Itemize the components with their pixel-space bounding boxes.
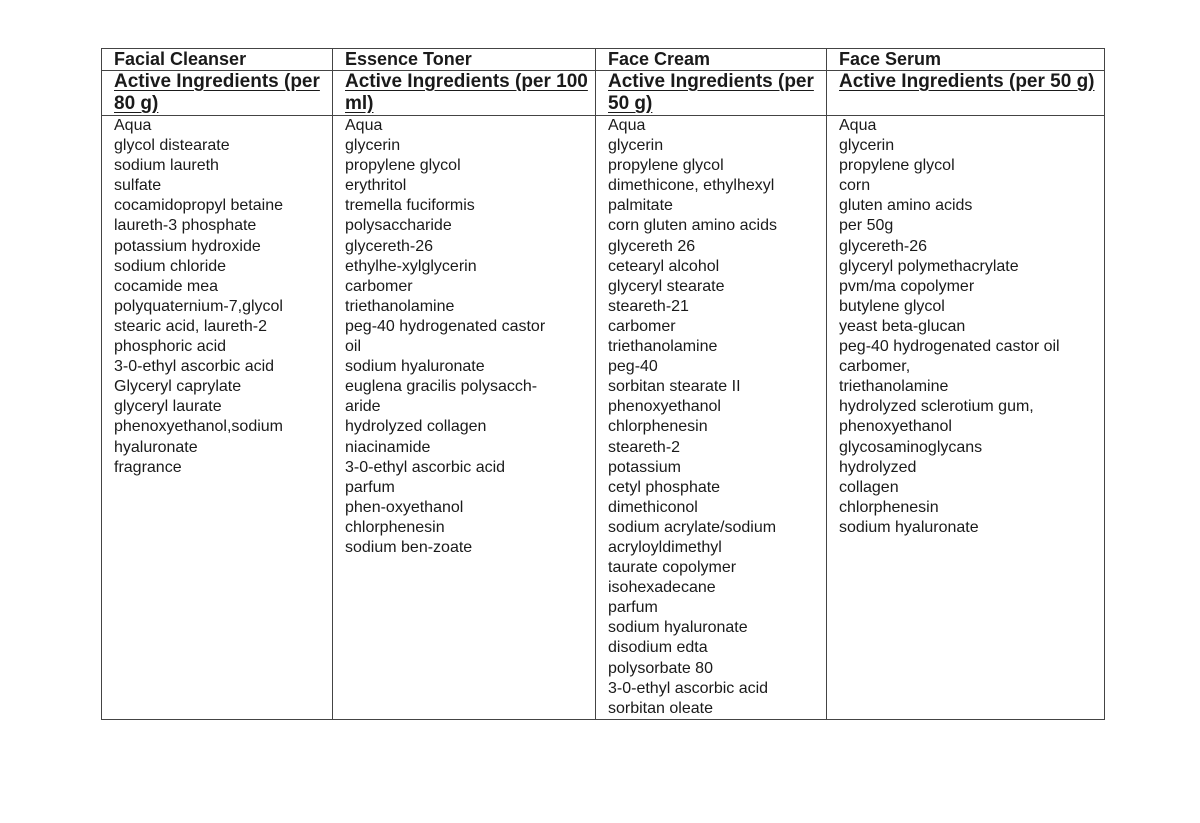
ingredient-item: fragrance	[114, 458, 182, 476]
ingredient-item: triethanolamine	[608, 338, 718, 356]
ingredient-item: parfum	[608, 599, 658, 617]
ingredient-item: sorbitan oleate	[608, 699, 713, 717]
ingredient-item: Aqua	[839, 117, 877, 134]
ingredient-item: polysorbate 80	[608, 659, 713, 677]
product-facial-cleanser: Facial Cleanser	[102, 49, 333, 71]
ingredient-item: triethanolamine	[345, 297, 455, 315]
heading-cell-facial-cleanser	[102, 71, 333, 116]
ingredient-item: phen-oxyethanol	[345, 498, 464, 516]
ingredient-item: glycerin	[839, 137, 895, 155]
ingredient-item: Aqua	[345, 117, 383, 134]
ingredient-item: carbomer	[608, 317, 676, 335]
ingredient-list	[839, 116, 1098, 538]
ingredient-item: chlorphenesin	[345, 518, 445, 536]
ingredient-item: phosphoric acid	[114, 338, 227, 356]
ingredient-item: propylene glycol	[839, 157, 955, 175]
ingredient-item: peg-40 hydrogenated castor	[345, 317, 546, 335]
ingredient-item: polyquaternium-7,glycol	[114, 297, 283, 315]
ingredient-item: sodium laureth	[114, 157, 219, 175]
ingredient-item: triethanolamine	[839, 378, 949, 396]
active-ingredients-heading: Active Ingredients (per 50 g)	[839, 71, 1095, 92]
ingredient-item: glycerin	[345, 137, 401, 155]
ingredient-item: potassium	[608, 458, 681, 476]
ingredient-item: 3-0-ethyl ascorbic acid	[345, 458, 506, 476]
ingredient-item: isohexadecane	[608, 579, 716, 597]
ingredient-item: oil	[345, 338, 362, 356]
heading-cell-face-cream	[596, 71, 827, 116]
ingredient-item: steareth-21	[608, 297, 689, 315]
ingredient-item: sodium acrylate/sodium	[608, 518, 777, 536]
ingredient-item: peg-40	[608, 358, 658, 376]
ingredient-item: chlorphenesin	[839, 498, 939, 516]
ingredient-item: glycol distearate	[114, 137, 230, 155]
ingredient-item: glyceryl stearate	[608, 277, 725, 295]
ingredient-item: peg-40 hydrogenated castor oil	[839, 338, 1060, 356]
ingredient-item: propylene glycol	[345, 157, 461, 175]
ingredient-item: pvm/ma copolymer	[839, 277, 975, 295]
ingredient-item: phenoxyethanol,sodium	[114, 418, 284, 436]
ingredient-item: sodium hyaluronate	[345, 358, 485, 376]
ingredient-item: sodium hyaluronate	[839, 518, 979, 536]
ingredient-item: dimethiconol	[608, 498, 698, 516]
ingredient-item: glycosaminoglycans	[839, 438, 983, 456]
ingredient-item: sodium hyaluronate	[608, 619, 748, 637]
ingredient-item: parfum	[345, 478, 395, 496]
product-essence-toner: Essence Toner	[333, 49, 596, 71]
ingredients-table	[101, 48, 1105, 720]
ingredient-item: glyceryl polymethacrylate	[839, 257, 1019, 275]
ingredient-list	[114, 116, 326, 478]
ingredient-item: cocamidopropyl betaine	[114, 197, 283, 215]
ingredient-item: cetyl phosphate	[608, 478, 721, 496]
ingredient-item: sodium ben-zoate	[345, 538, 473, 556]
ingredient-item: cocamide mea	[114, 277, 219, 295]
active-ingredients-heading: Active Ingredients (per 100 ml)	[345, 71, 588, 114]
ingredient-item: 3-0-ethyl ascorbic acid	[608, 679, 769, 697]
ingredient-item: hydrolyzed collagen	[345, 418, 487, 436]
ingredient-item: carbomer,	[839, 358, 911, 376]
heading-cell-essence-toner	[333, 71, 596, 116]
active-ingredients-heading: Active Ingredients (per 80 g)	[114, 71, 320, 114]
ingredient-cell-essence-toner	[333, 116, 596, 720]
ingredient-item: sodium chloride	[114, 257, 227, 275]
ingredient-item: dimethicone, ethylhexyl	[608, 177, 775, 195]
ingredient-list	[608, 116, 820, 719]
ingredient-item: glycereth 26	[608, 237, 696, 255]
ingredient-item: disodium edta	[608, 639, 708, 657]
ingredient-item: Aqua	[114, 117, 152, 134]
ingredient-item: glycereth-26	[345, 237, 434, 255]
ingredient-item: 3-0-ethyl ascorbic acid	[114, 358, 275, 376]
ingredient-item: laureth-3 phosphate	[114, 217, 257, 235]
ingredient-item: chlorphenesin	[608, 418, 708, 436]
ingredient-item: steareth-2	[608, 438, 681, 456]
ingredient-item: sulfate	[114, 177, 162, 195]
ingredient-item: glycereth-26	[839, 237, 928, 255]
active-ingredients-heading: Active Ingredients (per 50 g)	[608, 71, 814, 114]
ingredient-item: taurate copolymer	[608, 559, 737, 577]
ingredient-item: hyaluronate	[114, 438, 198, 456]
ingredient-item: palmitate	[608, 197, 673, 215]
ingredient-item: glycerin	[608, 137, 664, 155]
ingredient-item: acryloyldimethyl	[608, 538, 722, 556]
heading-row	[102, 71, 1105, 116]
ingredient-item: cetearyl alcohol	[608, 257, 720, 275]
ingredient-item: potassium hydroxide	[114, 237, 261, 255]
ingredient-item: collagen	[839, 478, 899, 496]
ingredient-item: ethylhe-xylglycerin	[345, 257, 477, 275]
product-face-serum: Face Serum	[827, 49, 1105, 71]
ingredient-item: gluten amino acids	[839, 197, 973, 215]
ingredient-item: butylene glycol	[839, 297, 945, 315]
ingredient-item: glyceryl laurate	[114, 398, 222, 416]
ingredient-item: polysaccharide	[345, 217, 452, 235]
ingredient-item: niacinamide	[345, 438, 431, 456]
ingredient-item: hydrolyzed sclerotium gum,	[839, 398, 1034, 416]
ingredient-item: per 50g	[839, 217, 894, 235]
ingredient-item: corn	[839, 177, 871, 195]
ingredient-item: sorbitan stearate II	[608, 378, 741, 396]
ingredient-item: Aqua	[608, 117, 646, 134]
ingredient-item: carbomer	[345, 277, 413, 295]
ingredient-item: propylene glycol	[608, 157, 724, 175]
ingredient-item: stearic acid, laureth-2	[114, 317, 267, 335]
ingredient-item: hydrolyzed	[839, 458, 917, 476]
ingredient-item: euglena gracilis polysacch-	[345, 378, 538, 396]
ingredient-item: aride	[345, 398, 381, 416]
ingredient-cell-face-serum	[827, 116, 1105, 720]
ingredient-list	[345, 116, 589, 558]
ingredient-cell-facial-cleanser	[102, 116, 333, 720]
ingredient-item: erythritol	[345, 177, 407, 195]
ingredient-item: Glyceryl caprylate	[114, 378, 242, 396]
ingredients-row	[102, 116, 1105, 720]
heading-cell-face-serum	[827, 71, 1105, 116]
ingredient-item: phenoxyethanol	[608, 398, 721, 416]
product-row	[102, 49, 1105, 71]
ingredient-item: phenoxyethanol	[839, 418, 952, 436]
ingredient-item: yeast beta-glucan	[839, 317, 966, 335]
ingredient-item: corn gluten amino acids	[608, 217, 777, 235]
ingredient-item: tremella fuciformis	[345, 197, 475, 215]
product-face-cream: Face Cream	[596, 49, 827, 71]
ingredient-cell-face-cream	[596, 116, 827, 720]
